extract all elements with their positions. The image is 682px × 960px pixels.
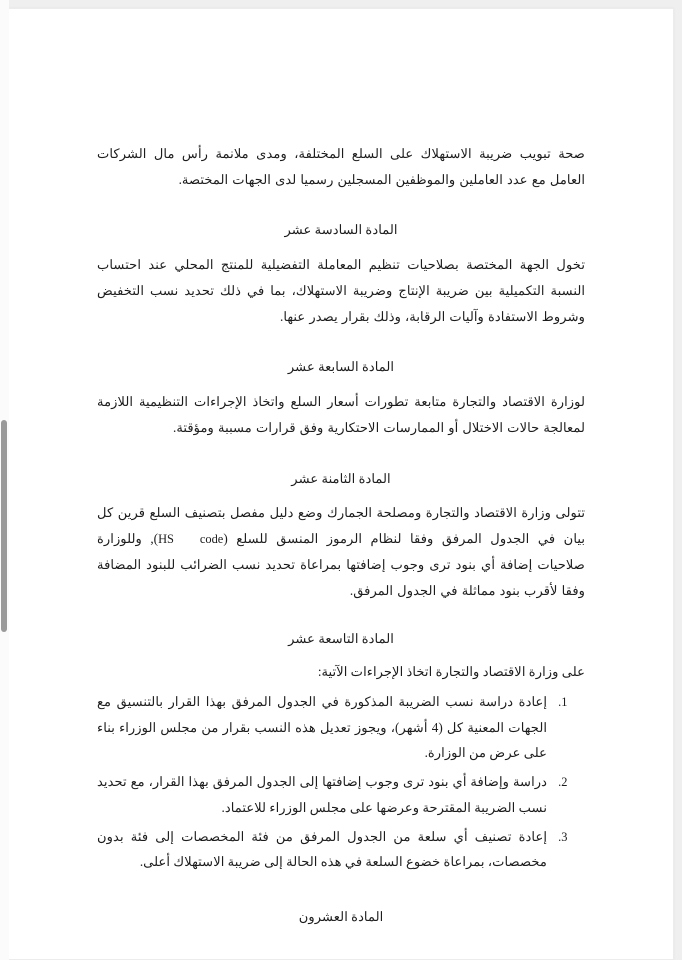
- document-content: [97, 141, 585, 939]
- article-18-text-part-2: ), وللوزارة صلاحيات إضافة أي بنود ترى وجوب إضافتها بمراعاة تحديد نسب الضرائب للبنود المضافة وفقا لأقرب بنود مماثلة في الجدول المرفق.: [97, 531, 585, 598]
- opening-paragraph: صحة تبويب ضريبة الاستهلاك على السلع المختلفة، ومدى ملانمة رأس مال الشركات العامل مع عدد العاملين والموظفين المسجلين رسميا لدى الجهات المختصة.: [97, 146, 585, 187]
- article-heading-19: المادة التاسعة عشر: [288, 631, 394, 647]
- article-18-text-part-1: تتولى وزارة الاقتصاد والتجارة ومصلحة الجمارك وضع دليل مفصل بتصنيف السلع قرين كل بيان في الجدول المرفق وفقا لنظام الرموز المنسق للسلع (: [97, 505, 586, 547]
- article-17-paragraph: لوزارة الاقتصاد والتجارة متابعة تطورات أسعار السلع واتخاذ الإجراءات التنظيمية اللازمة لمعالجة حالات الاختلال أو الممارسات الاحتكارية وفق قرارات مسببة ومؤقتة.: [97, 394, 585, 435]
- list-item: 1. إعادة دراسة نسب الضريبة المذكورة في الجدول المرفق بهذا القرار بالتنسيق مع الجهات المعنية كل (4 أشهر)، ويجوز تعديل هذه النسب بقرار من مجلس الوزراء بناء على عرض من الوزارة.: [97, 689, 555, 766]
- article-16-paragraph: تخول الجهة المختصة بصلاحيات تنظيم المعاملة التفضيلية للمنتج المحلي عند احتساب النسبة التكميلية بين ضريبة الإنتاج وضريبة الاستهلاك، بما في ذلك تحديد نسب التخفيض وشروط الاستفادة وآليات الرقابة، وذلك بقرار يصدر عنها.: [97, 257, 585, 324]
- article-19-list: [97, 689, 585, 875]
- list-item: 3. إعادة تصنيف أي سلعة من الجدول المرفق من فئة المخصصات إلى فئة بدون مخصصات، بمراعاة خضوع السلعة في هذه الحالة إلى ضريبة الاستهلاك أعلى.: [97, 824, 555, 875]
- hs-code-latin-left: code: [199, 532, 224, 547]
- vertical-scrollbar-thumb[interactable]: [1, 420, 7, 632]
- article-heading-16: المادة السادسة عشر: [284, 222, 398, 238]
- article-19-intro: على وزارة الاقتصاد والتجارة اتخاذ الإجراءات الآتية:: [317, 664, 585, 680]
- article-18-paragraph: [97, 500, 585, 603]
- hs-code-latin-right: HS: [158, 532, 174, 547]
- document-page: [8, 8, 674, 960]
- article-heading-20: المادة العشرون: [298, 909, 384, 925]
- article-heading-18: المادة الثامنة عشر: [291, 470, 391, 486]
- list-item: 2. دراسة وإضافة أي بنود ترى وجوب إضافتها إلى الجدول المرفق بهذا القرار، مع تحديد نسب الضريبة المقترحة وعرضها على مجلس الوزراء للاعتماد.: [97, 769, 555, 820]
- article-heading-17: المادة السابعة عشر: [287, 359, 395, 375]
- vertical-scrollbar-track[interactable]: [0, 0, 9, 960]
